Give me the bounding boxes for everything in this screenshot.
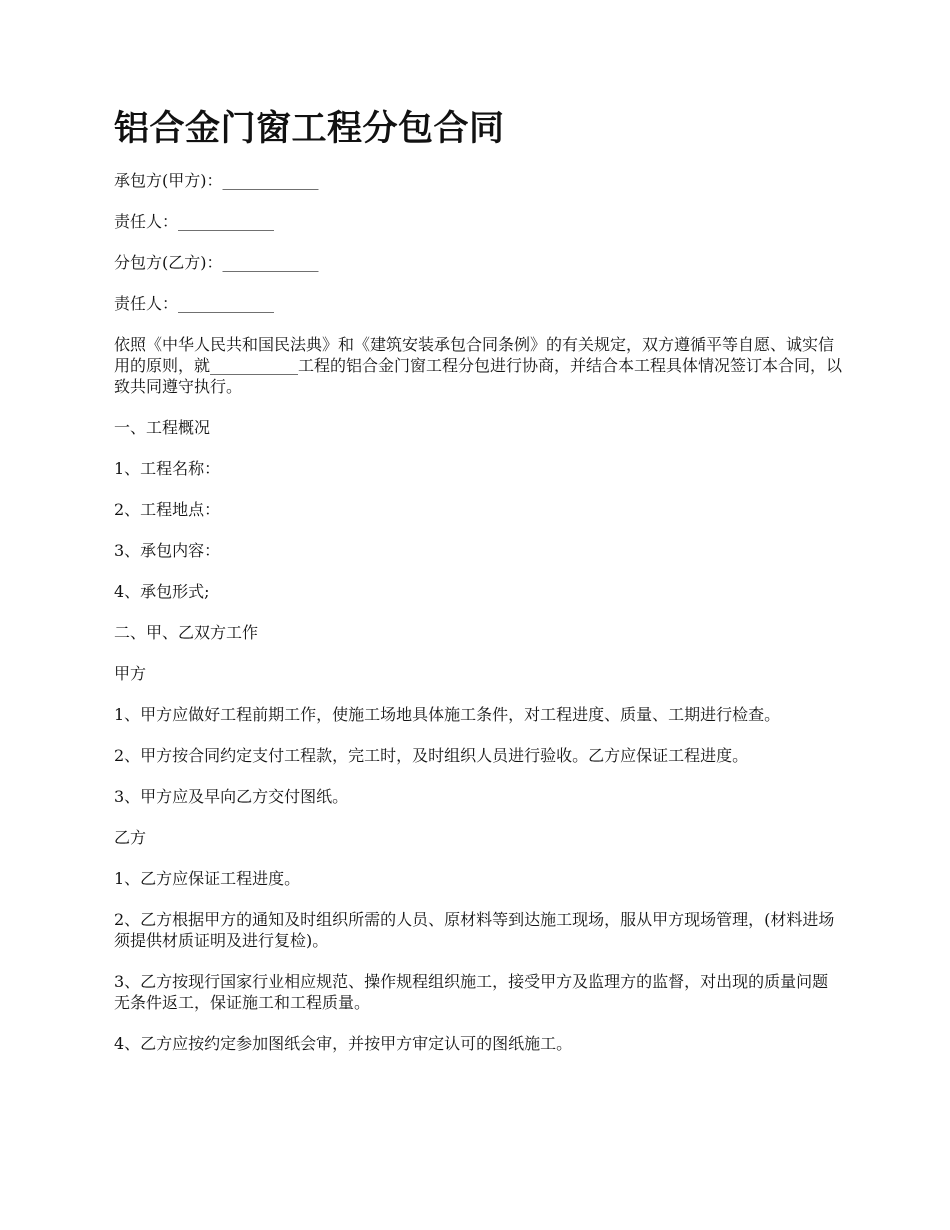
subheading-party-b: 乙方	[114, 828, 147, 847]
section-heading-parties-duties: 二、甲、乙双方工作	[114, 623, 259, 642]
section-heading-project-overview: 一、工程概况	[114, 418, 211, 437]
party-b-duty-3: 3、乙方按现行国家行业相应规范、操作规程组织施工，接受甲方及监理方的监督，对出现的质量问题无条件返工，保证施工和工程质量。	[114, 972, 829, 1012]
party-b-responsible-person-line: 责任人：____________	[114, 294, 275, 313]
party-b-duty-2: 2、乙方根据甲方的通知及时组织所需的人员、原材料等到达施工现场，服从甲方现场管理，(材料进场须提供材质证明及进行复检)。	[114, 910, 835, 950]
subheading-party-a: 甲方	[114, 664, 147, 683]
contract-scope-item: 3、承包内容：	[114, 541, 221, 560]
contract-form-item: 4、承包形式;	[114, 582, 210, 601]
party-b-duty-1: 1、乙方应保证工程进度。	[114, 869, 301, 888]
preamble-paragraph: 依照《中华人民共和国民法典》和《建筑安装承包合同条例》的有关规定，双方遵循平等自愿、诚实信用的原则，就___________工程的铝合金门窗工程分包进行协商，并结合本工程具体情况签订本合同，以致共同遵守执行。	[114, 335, 843, 396]
project-name-item: 1、工程名称：	[114, 459, 221, 478]
document-title: 铝合金门窗工程分包合同	[114, 108, 505, 149]
party-a-duty-3: 3、甲方应及早向乙方交付图纸。	[114, 787, 349, 806]
contractor-party-a-line: 承包方(甲方)：____________	[114, 171, 319, 190]
subcontractor-party-b-line: 分包方(乙方)：____________	[114, 253, 319, 272]
party-a-responsible-person-line: 责任人：____________	[114, 212, 275, 231]
project-location-item: 2、工程地点：	[114, 500, 221, 519]
party-a-duty-1: 1、甲方应做好工程前期工作，使施工场地具体施工条件，对工程进度、质量、工期进行检查。	[114, 705, 781, 724]
document-page	[114, 108, 844, 1074]
party-a-duty-2: 2、甲方按合同约定支付工程款，完工时，及时组织人员进行验收。乙方应保证工程进度。	[114, 746, 749, 765]
party-b-duty-4: 4、乙方应按约定参加图纸会审，并按甲方审定认可的图纸施工。	[114, 1034, 573, 1053]
